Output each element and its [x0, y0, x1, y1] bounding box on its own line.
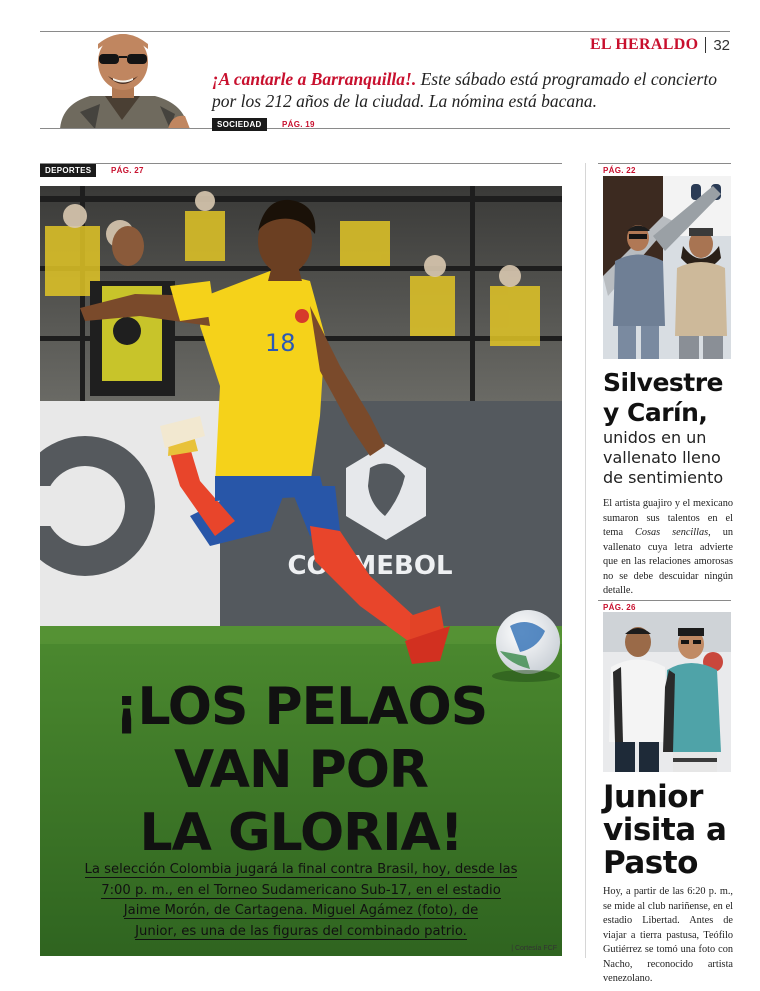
- side1-body: [603, 497, 733, 599]
- teaser-lead: ¡A cantarle a Barranquilla!.: [212, 69, 417, 89]
- masthead-separator: [705, 37, 706, 53]
- teaser-body: Este sábado está programado el concierto por los 212 años de la ciudad. La nómina está bacana.: [212, 69, 717, 111]
- photo-credit: | Cortesía FCF: [511, 945, 557, 952]
- side2-photo: [603, 612, 731, 772]
- headline-line: LA GLORIA!: [139, 803, 463, 863]
- deck-line: La selección Colombia jugará la final contra Brasil, hoy, desde las: [84, 862, 518, 877]
- teaser-page-ref: PÁG. 19: [282, 120, 315, 129]
- teaser-text: [212, 68, 732, 112]
- sidebar-rule-top: [598, 163, 731, 164]
- main-deck: [58, 860, 544, 942]
- sidebar-rule-middle: [598, 600, 731, 601]
- jersey-number: 18: [265, 329, 296, 357]
- headline-line: VAN POR: [174, 740, 428, 800]
- top-rule: [40, 31, 730, 32]
- side1-body-em: Cosas sencillas: [634, 527, 709, 538]
- section-tag-sociedad: SOCIEDAD: [212, 118, 267, 131]
- side1-title: Silvestre y Carín,: [603, 368, 724, 427]
- column-divider: [585, 163, 586, 958]
- main-page-ref: PÁG. 27: [111, 166, 144, 175]
- masthead: [590, 36, 730, 54]
- side2-page-ref: PÁG. 26: [603, 603, 636, 612]
- deck-line: Junior, es una de las figuras del combinado patrio.: [135, 923, 467, 939]
- section-tag-deportes: DEPORTES: [40, 164, 96, 177]
- teaser-portrait-photo: [50, 34, 195, 129]
- side1-body-b: , un vallenato cuya letra advierte que en las relaciones amorosas no se debe descuidar ningún detalle.: [603, 527, 734, 596]
- side2-title: Junior visita a Pasto: [603, 779, 727, 881]
- board-text: CONMEBOL: [287, 551, 453, 581]
- headline-line: ¡LOS PELAOS: [114, 677, 488, 737]
- newspaper-brand: EL HERALDO: [589, 36, 699, 53]
- side2-body: Hoy, a partir de las 6:20 p. m., se mide al club nariñense, en el estadio Libertad. Antes de viajar a tierra pastusa, Teófilo Gutiérrez se tomó una foto con Nacho, reconocido artista venezolano.: [603, 886, 733, 984]
- teaser-rule: [40, 128, 730, 129]
- deck-line: 7:00 p. m., en el Torneo Sudamericano Sub-17, en el estadio: [101, 882, 501, 898]
- side1-page-ref: PÁG. 22: [603, 166, 636, 175]
- page-number: 32: [713, 36, 730, 54]
- side1-body-a: El artista guajiro y el mexicano sumaron sus talentos en el tema: [603, 498, 733, 538]
- main-rule: [40, 163, 562, 164]
- side1-subtitle: unidos en un vallenato lleno de sentimiento: [603, 428, 724, 487]
- main-headline: [40, 676, 562, 865]
- side1-photo: [603, 176, 731, 359]
- deck-line: Jaime Morón, de Cartagena. Miguel Agámez (foto), de: [123, 903, 479, 918]
